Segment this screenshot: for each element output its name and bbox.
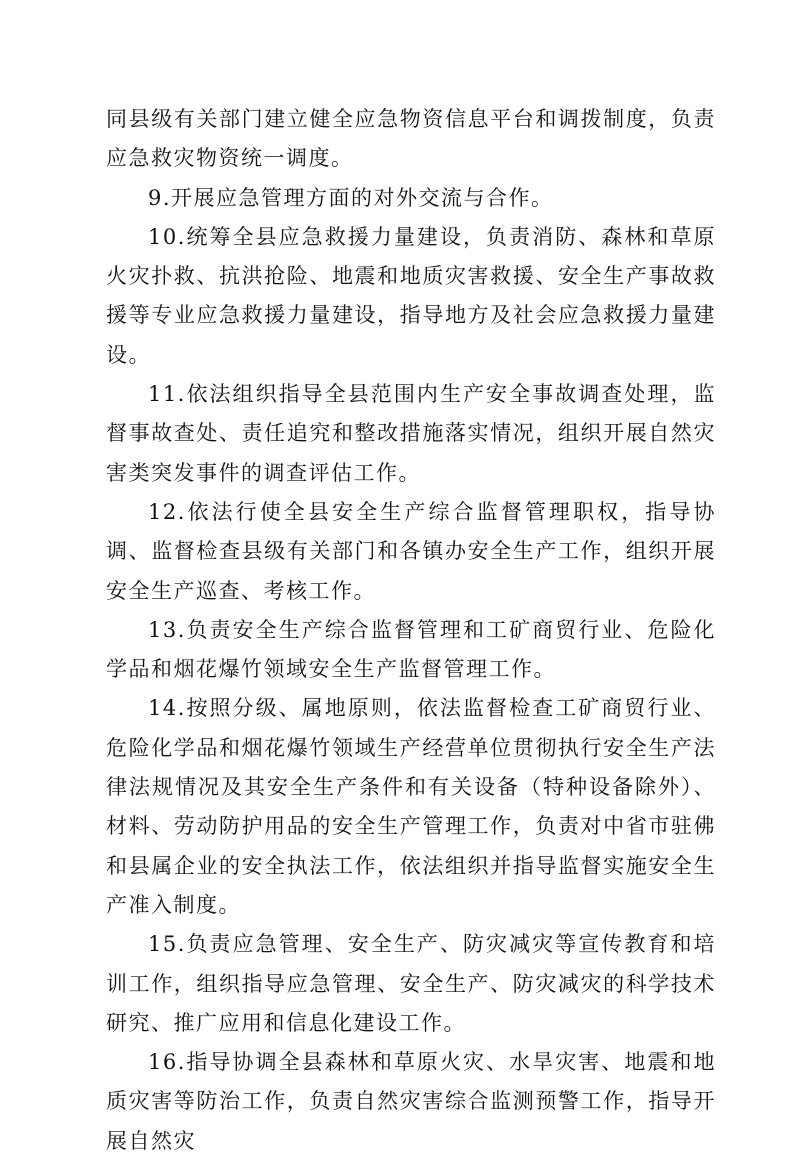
paragraph-item-12: 12.依法行使全县安全生产综合监督管理职权，指导协调、监督检查县级有关部门和各镇办安全生产工作，组织开展安全生产巡查、考核工作。 (106, 499, 716, 603)
paragraph-item-15: 15.负责应急管理、安全生产、防灾减灾等宣传教育和培训工作，组织指导应急管理、安全生产、防灾减灾的科学技术研究、推广应用和信息化建设工作。 (106, 932, 716, 1035)
document-body (106, 100, 716, 1161)
paragraph-item-13: 13.负责安全生产综合监督管理和工矿商贸行业、危险化学品和烟花爆竹领域安全生产监督管理工作。 (106, 617, 716, 682)
paragraph-item-16: 16.指导协调全县森林和草原火灾、水旱灾害、地震和地质灾害等防治工作，负责自然灾害综合监测预警工作，指导开展自然灾 (106, 1050, 716, 1153)
paragraph-continuation: 同县级有关部门建立健全应急物资信息平台和调拨制度，负责应急救灾物资统一调度。 (106, 107, 716, 171)
paragraph-item-9: 9.开展应急管理方面的对外交流与合作。 (148, 185, 554, 210)
paragraph-item-11: 11.依法组织指导全县范围内生产安全事故调查处理，监督事故查处、责任追究和整改措施落实情况，组织开展自然灾害类突发事件的调查评估工作。 (106, 382, 716, 485)
paragraph-item-10: 10.统筹全县应急救援力量建设，负责消防、森林和草原火灾扑救、抗洪抢险、地震和地质灾害救援、安全生产事故救援等专业应急救援力量建设，指导地方及社会应急救援力量建设。 (106, 224, 716, 367)
paragraph-item-14: 14.按照分级、属地原则，依法监督检查工矿商贸行业、危险化学品和烟花爆竹领域生产经营单位贯彻执行安全生产法律法规情况及其安全生产条件和有关设备（特种设备除外）、材料、劳动防护用品的安全生产管理工作，负责对中省市驻佛和县属企业的安全执法工作，依法组织并指导监督实施安全生产准入制度。 (106, 696, 716, 917)
